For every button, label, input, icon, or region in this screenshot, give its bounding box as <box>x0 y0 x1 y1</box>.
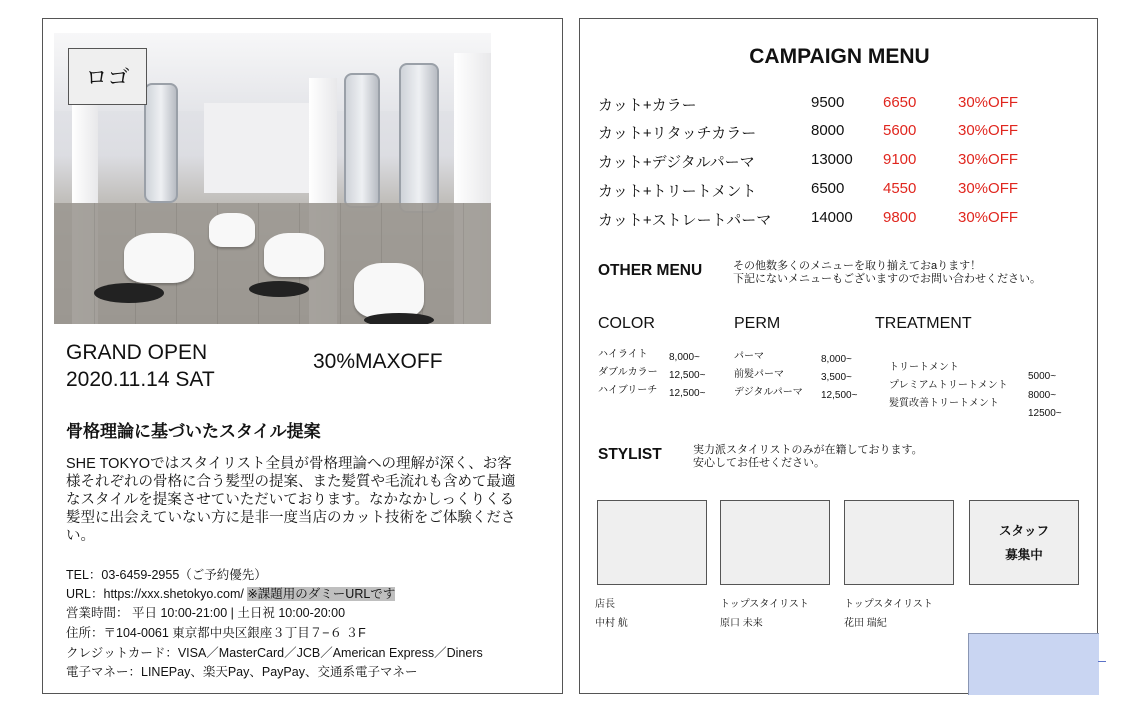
color-item-price: 12,500~ <box>669 370 706 381</box>
blue-edge-mark <box>1098 661 1106 662</box>
stylist-title: STYLIST <box>598 446 662 463</box>
recruit-line-2: 募集中 <box>1005 547 1043 562</box>
campaign-item-price: 9500 <box>811 94 845 111</box>
stylist-note-1: 実力派スタイリストのみが在籍しております。 <box>693 444 923 456</box>
color-item-name: ハイブリーチ <box>598 385 658 396</box>
campaign-item-off: 30%OFF <box>958 180 1019 197</box>
campaign-item-name: カット+カラー <box>598 97 697 114</box>
campaign-item-name: カット+ストレートパーマ <box>598 212 772 229</box>
staff-role: トップスタイリスト <box>720 599 809 610</box>
treatment-item-price: 12500~ <box>1028 408 1062 419</box>
campaign-item-off: 30%OFF <box>958 151 1019 168</box>
right-menu-panel <box>579 18 1098 694</box>
other-menu-note-1: その他数多くのメニューを取り揃えておaります！ <box>733 260 982 272</box>
max-off-text: 30%MAXOFF <box>313 350 443 373</box>
campaign-item-price: 6500 <box>811 180 845 197</box>
staff-role: トップスタイリスト <box>844 599 933 610</box>
perm-title: PERM <box>734 315 781 332</box>
hours-line: 営業時間： 平日 10:00-21:00 | 土日祝 10:00-20:00 <box>66 606 346 620</box>
staff-recruiting-box[interactable] <box>969 500 1079 585</box>
campaign-item-price: 13000 <box>811 151 853 168</box>
campaign-item-off: 30%OFF <box>958 122 1019 139</box>
staff-name: 花田 瑞紀 <box>844 618 887 629</box>
campaign-item-sale: 9800 <box>883 209 917 226</box>
recruit-line-1: スタッフ <box>998 523 1049 538</box>
perm-item-price: 12,500~ <box>821 390 858 401</box>
staff-photo-placeholder <box>844 500 954 585</box>
tel-line: TEL：03-6459-2955（ご予約優先） <box>66 568 267 582</box>
other-menu-note-2: 下記にないメニューもございますのでお問い合わせください。 <box>733 273 1041 285</box>
treatment-item-price: 5000~ <box>1028 371 1057 382</box>
left-flyer-panel <box>42 18 563 694</box>
treatment-title: TREATMENT <box>875 315 972 332</box>
perm-item-name: デジタルパーマ <box>734 387 803 398</box>
color-item-name: ダブルカラー <box>598 367 658 378</box>
staff-photo-placeholder <box>597 500 707 585</box>
campaign-menu-title: CAMPAIGN MENU <box>749 45 930 68</box>
campaign-item-off: 30%OFF <box>958 209 1019 226</box>
url-text[interactable]: URL：https://xxx.shetokyo.com/ <box>66 587 248 601</box>
credit-card-line: クレジットカード：VISA／MasterCard／JCB／American Express／Diners <box>66 646 483 660</box>
address-line: 住所：〒104-0061 東京都中央区銀座３丁目７−６ ３F <box>66 626 366 640</box>
treatment-item-price: 8000~ <box>1028 390 1057 401</box>
headline: 骨格理論に基づいたスタイル提案 <box>66 422 321 441</box>
blue-placeholder-block <box>968 633 1099 695</box>
logo-placeholder: ロゴ <box>68 48 147 105</box>
treatment-item-name: プレミアムトリートメント <box>889 380 1008 391</box>
color-item-price: 12,500~ <box>669 388 706 399</box>
campaign-item-off: 30%OFF <box>958 94 1019 111</box>
treatment-item-name: トリートメント <box>889 362 959 373</box>
perm-item-name: 前髪パーマ <box>734 369 784 380</box>
perm-item-price: 8,000~ <box>821 354 852 365</box>
campaign-item-sale: 6650 <box>883 94 917 111</box>
campaign-item-name: カット+リタッチカラー <box>598 125 757 142</box>
campaign-item-sale: 4550 <box>883 180 917 197</box>
treatment-item-name: 髪質改善トリートメント <box>889 398 999 409</box>
campaign-item-name: カット+デジタルパーマ <box>598 154 755 171</box>
perm-item-price: 3,500~ <box>821 372 852 383</box>
url-line <box>66 585 395 604</box>
staff-name: 原口 未来 <box>720 618 763 629</box>
stylist-note-2: 安心してお任せください。 <box>693 457 825 469</box>
campaign-item-sale: 9100 <box>883 151 917 168</box>
staff-role: 店長 <box>595 599 615 610</box>
campaign-item-price: 14000 <box>811 209 853 226</box>
perm-item-name: パーマ <box>734 351 764 362</box>
staff-photo-placeholder <box>720 500 830 585</box>
emoney-line: 電子マネー：LINEPay、楽天Pay、PayPay、交通系電子マネー <box>66 665 418 679</box>
campaign-item-price: 8000 <box>811 122 845 139</box>
color-title: COLOR <box>598 315 655 332</box>
other-menu-title: OTHER MENU <box>598 262 703 279</box>
campaign-item-name: カット+トリートメント <box>598 183 757 200</box>
staff-name: 中村 航 <box>595 618 628 629</box>
campaign-item-sale: 5600 <box>883 122 917 139</box>
color-item-name: ハイライト <box>598 349 648 360</box>
intro-paragraph: SHE TOKYOではスタイリスト全員が骨格理論への理解が深く、お客様それぞれの骨格に合う髪型の提案、また髪質や毛流れも含めて最適なスタイルを提案させていただいております。なかなかしっくりくる髪型に出会えていない方に是非一度当店のカット技術をご体験ください。 <box>66 456 516 544</box>
url-note: ※課題用のダミーURLです <box>247 587 396 601</box>
open-date-text: 2020.11.14 SAT <box>66 368 215 391</box>
grand-open-text: GRAND OPEN <box>66 341 208 364</box>
color-item-price: 8,000~ <box>669 352 700 363</box>
